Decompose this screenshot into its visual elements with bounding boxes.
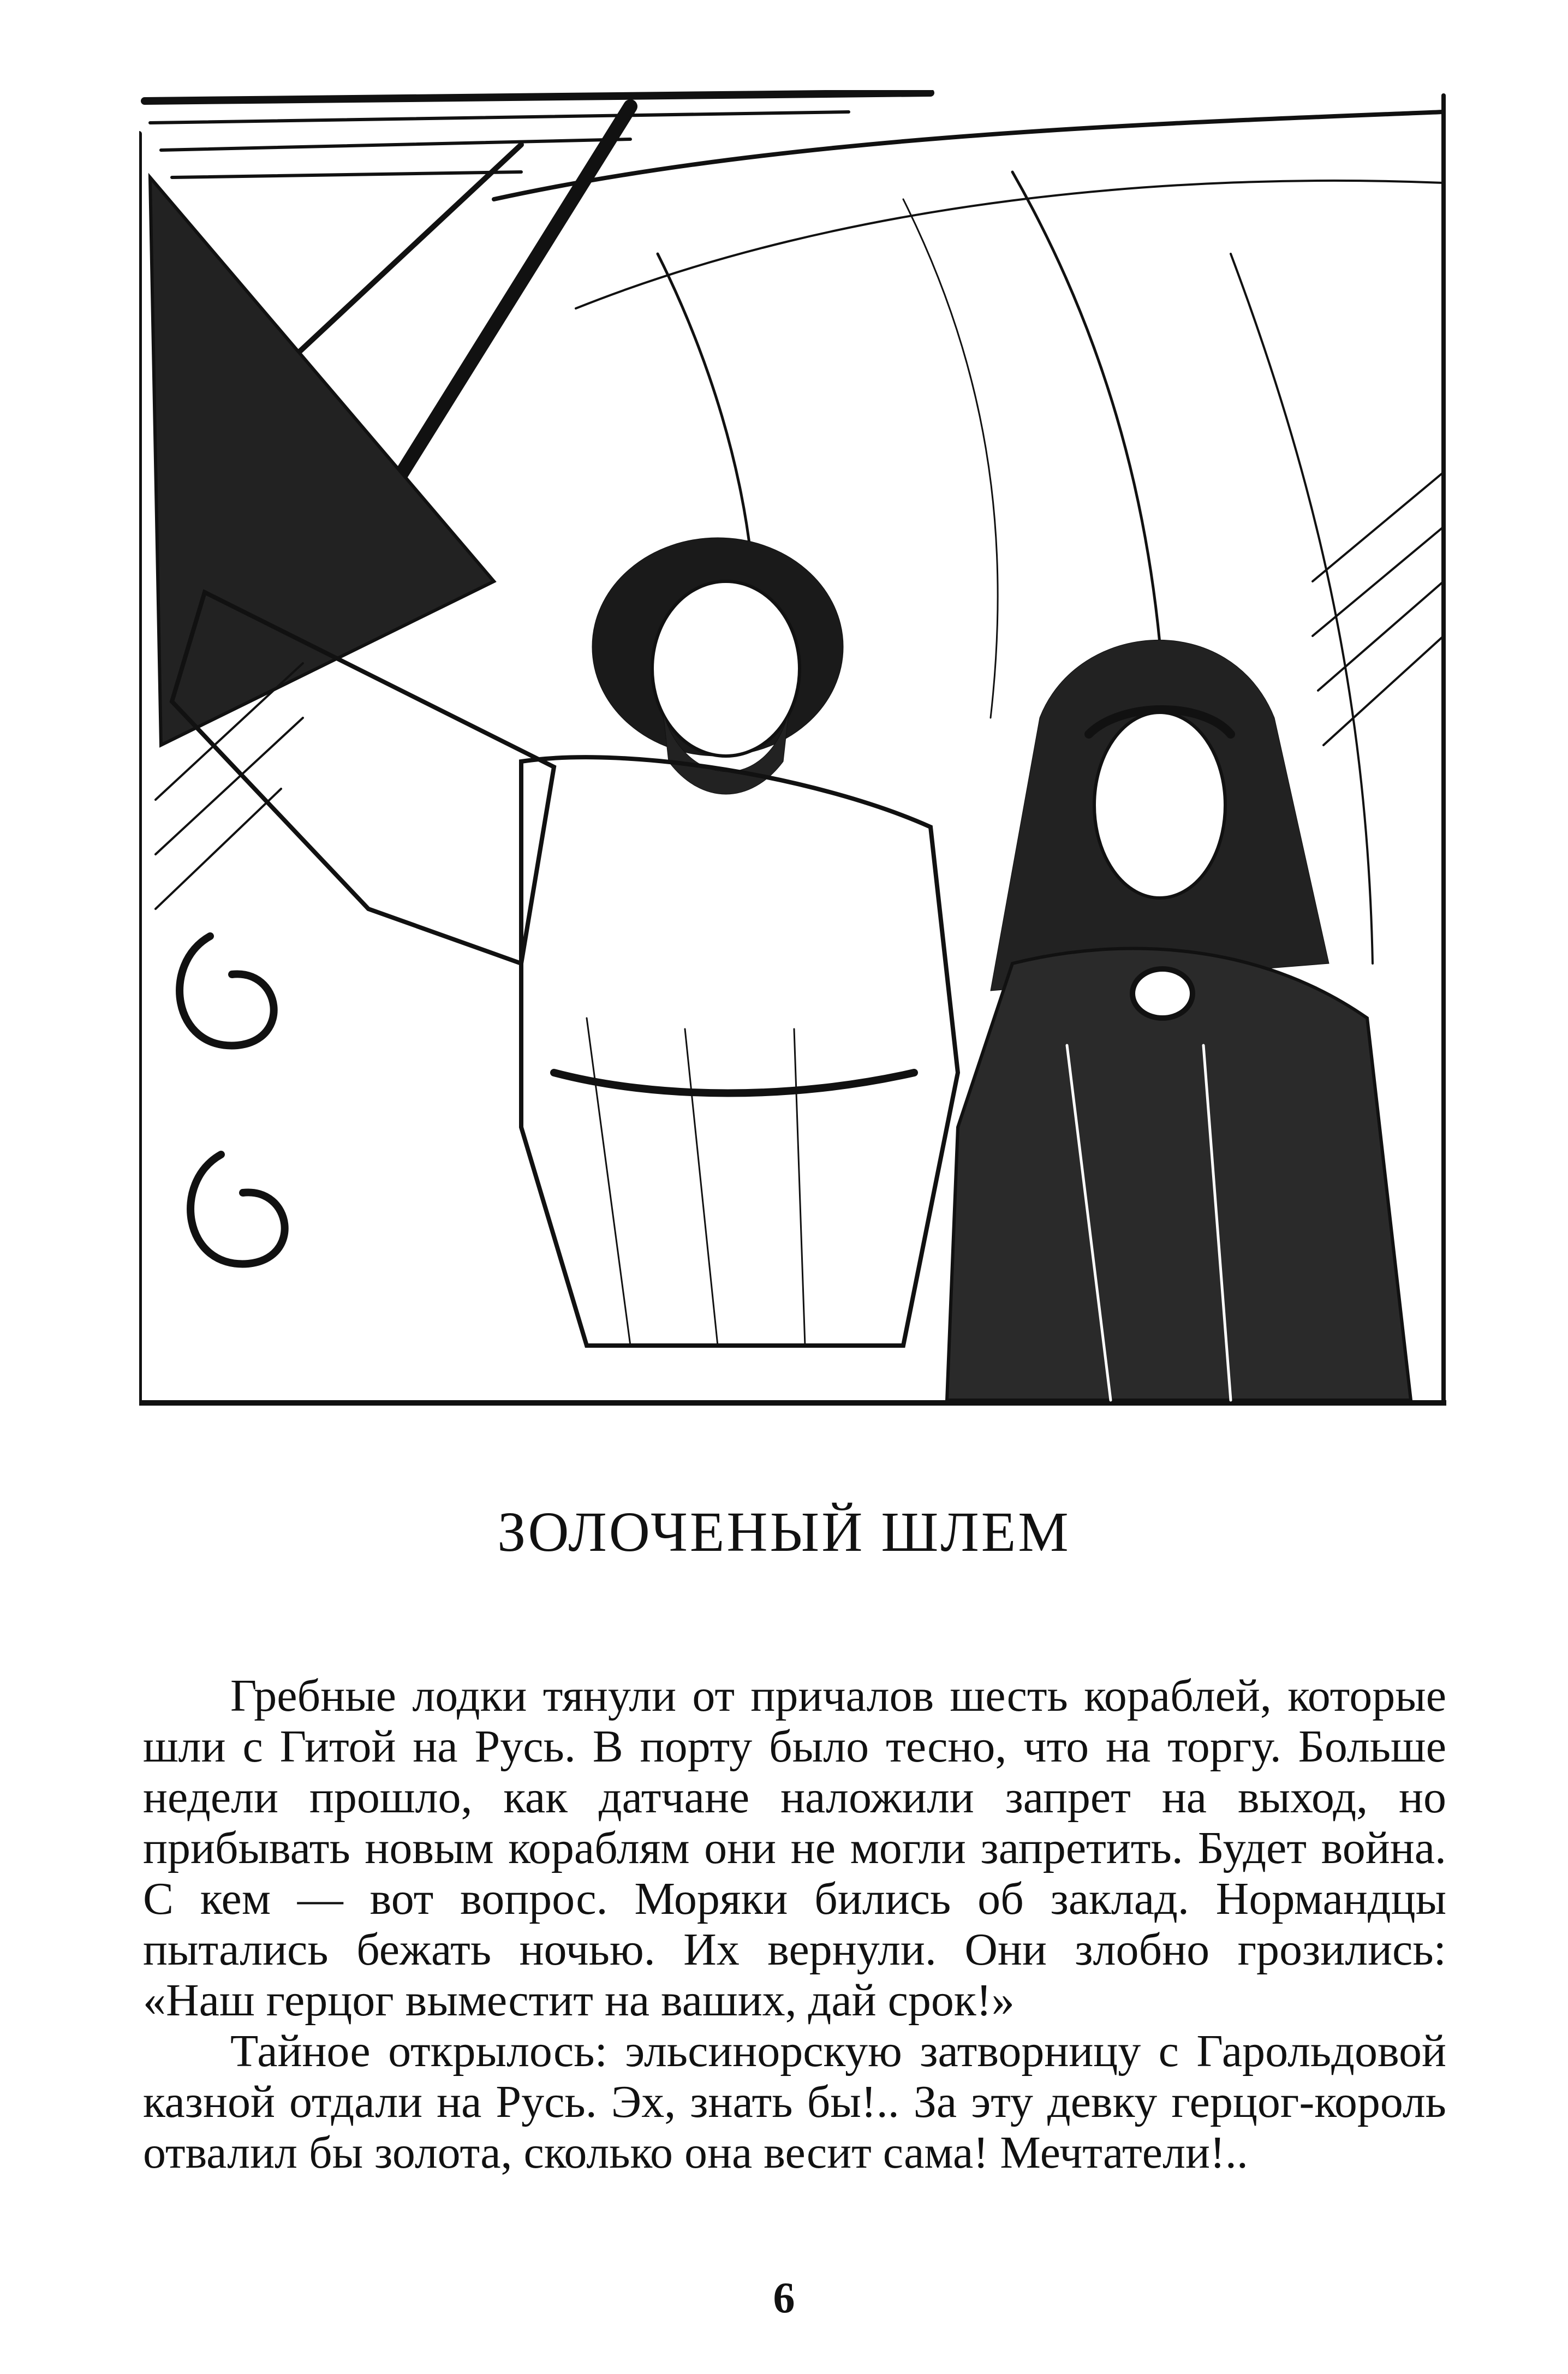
page-number: 6 [773,2274,795,2322]
paragraph: Тайное открылось: эльсинорскую затворницу с Гарольдовой казной отдали на Русь. Эх, знать бы!.. За эту девку герцог-король отвалил бы золота, сколько она весит сама! Мечтатели!.. [143,2026,1446,2178]
paragraph: Гребные лодки тянули от причалов шесть кораблей, которые шли с Гитой на Русь. В порту было тесно, что на торгу. Больше недели прошло, как датчане наложили запрет на выход, но прибывать новым кораблям они не могли запретить. Будет война. С кем — вот вопрос. Моряки бились об заклад. Нормандцы пытались бежать ночью. Их вернули. Они злобно грозились: «Наш герцог выместит на ваших, дай срок!» [143,1670,1446,2026]
viking-ship-drawing-icon [139,90,1446,1406]
chapter-illustration [139,90,1446,1406]
chapter-body [143,1670,1446,2178]
chapter-title: ЗОЛОЧЕНЫЙ ШЛЕМ [497,1501,1071,1563]
